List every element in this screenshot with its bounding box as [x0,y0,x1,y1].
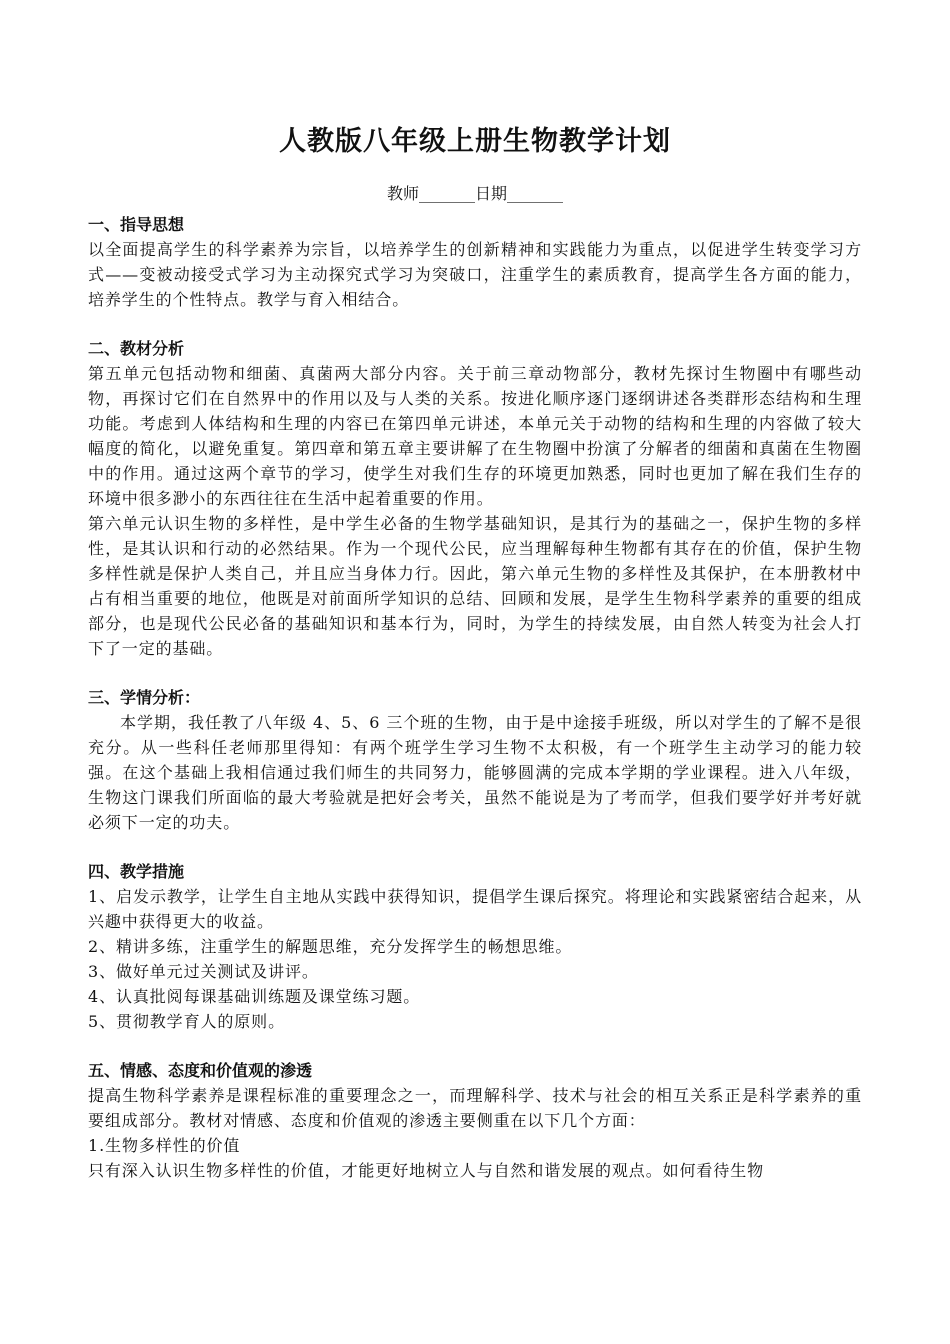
section-heading: 三、学情分析： [88,688,201,707]
measure-item: 4、认真批阅每课基础训练题及课堂练习题。 [88,987,421,1006]
measure-item: 3、做好单元过关测试及讲评。 [88,962,319,981]
section-values-infiltration [88,1058,862,1183]
document-title: 人教版八年级上册生物教学计划 [279,126,671,157]
measure-item: 5、贯彻教学育人的原则。 [88,1012,285,1031]
document-page [88,120,862,1207]
measure-item: 2、精讲多练，注重学生的解题思维，充分发挥学生的畅想思维。 [88,937,573,956]
section-heading: 五、情感、态度和价值观的渗透 [88,1061,313,1080]
section-guiding-ideology [88,212,862,312]
section-paragraph: 只有深入认识生物多样性的价值，才能更好地树立人与自然和谐发展的观点。如何看待生物 [88,1161,765,1180]
measure-item: 1、启发示教学，让学生自主地从实践中获得知识，提倡学生课后探究。将理论和实践紧密结合起来，从兴趣中获得更大的收益。 [88,887,862,931]
section-textbook-analysis [88,336,862,661]
section-paragraph: 以全面提高学生的科学素养为宗旨，以培养学生的创新精神和实践能力为重点，以促进学生转变学习方式——变被动接受式学习为主动探究式学习为突破口，注重学生的素质教育，提高学生各方面的能力，培养学生的个性特点。教学与育入相结合。 [88,240,862,309]
teacher-date-line: 教师_______日期_______ [386,184,563,203]
section-paragraph: 提高生物科学素养是课程标准的重要理念之一，而理解科学、技术与社会的相互关系正是科学素养的重要组成部分。教材对情感、态度和价值观的渗透主要侧重在以下几个方面： [88,1086,862,1130]
section-student-analysis [88,685,862,835]
section-heading: 一、指导思想 [88,215,185,234]
section-paragraph: 第六单元认识生物的多样性，是中学生必备的生物学基础知识，是其行为的基础之一，保护生物的多样性，是其认识和行动的必然结果。作为一个现代公民，应当理解每种生物都有其存在的价值，保护生物多样性就是保护人类自己，并且应当身体力行。因此，第六单元生物的多样性及其保护，在本册教材中占有相当重要的地位，他既是对前面所学知识的总结、回顾和发展，是学生生物科学素养的重要的组成部分，也是现代公民必备的基础知识和基本行为，同时，为学生的持续发展，由自然人转变为社会人打下了一定的基础。 [88,514,862,658]
subsection-title: 1.生物多样性的价值 [88,1136,241,1155]
section-heading: 四、教学措施 [88,862,185,881]
section-teaching-measures [88,859,862,1034]
section-paragraph: 本学期，我任教了八年级 4、5、6 三个班的生物，由于是中途接手班级，所以对学生的了解不是很充分。从一些科任老师那里得知：有两个班学生学习生物不太积极，有一个班学生主动学习的能力较强。在这个基础上我相信通过我们师生的共同努力，能够圆满的完成本学期的学业课程。进入八年级，生物这门课我们所面临的最大考验就是把好会考关，虽然不能说是为了考而学，但我们要学好并考好就必须下一定的功夫。 [88,713,862,832]
section-paragraph: 第五单元包括动物和细菌、真菌两大部分内容。关于前三章动物部分，教材先探讨生物圈中有哪些动物，再探讨它们在自然界中的作用以及与人类的关系。按进化顺序逐门逐纲讲述各类群形态结构和生理功能。考虑到人体结构和生理的内容已在第四单元讲述，本单元关于动物的结构和生理的内容做了较大幅度的简化，以避免重复。第四章和第五章主要讲解了在生物圈中扮演了分解者的细菌和真菌在生物圈中的作用。通过这两个章节的学习，使学生对我们生存的环境更加熟悉，同时也更加了解在我们生存的环境中很多渺小的东西往往在生活中起着重要的作用。 [88,364,862,508]
section-heading: 二、教材分析 [88,339,185,358]
